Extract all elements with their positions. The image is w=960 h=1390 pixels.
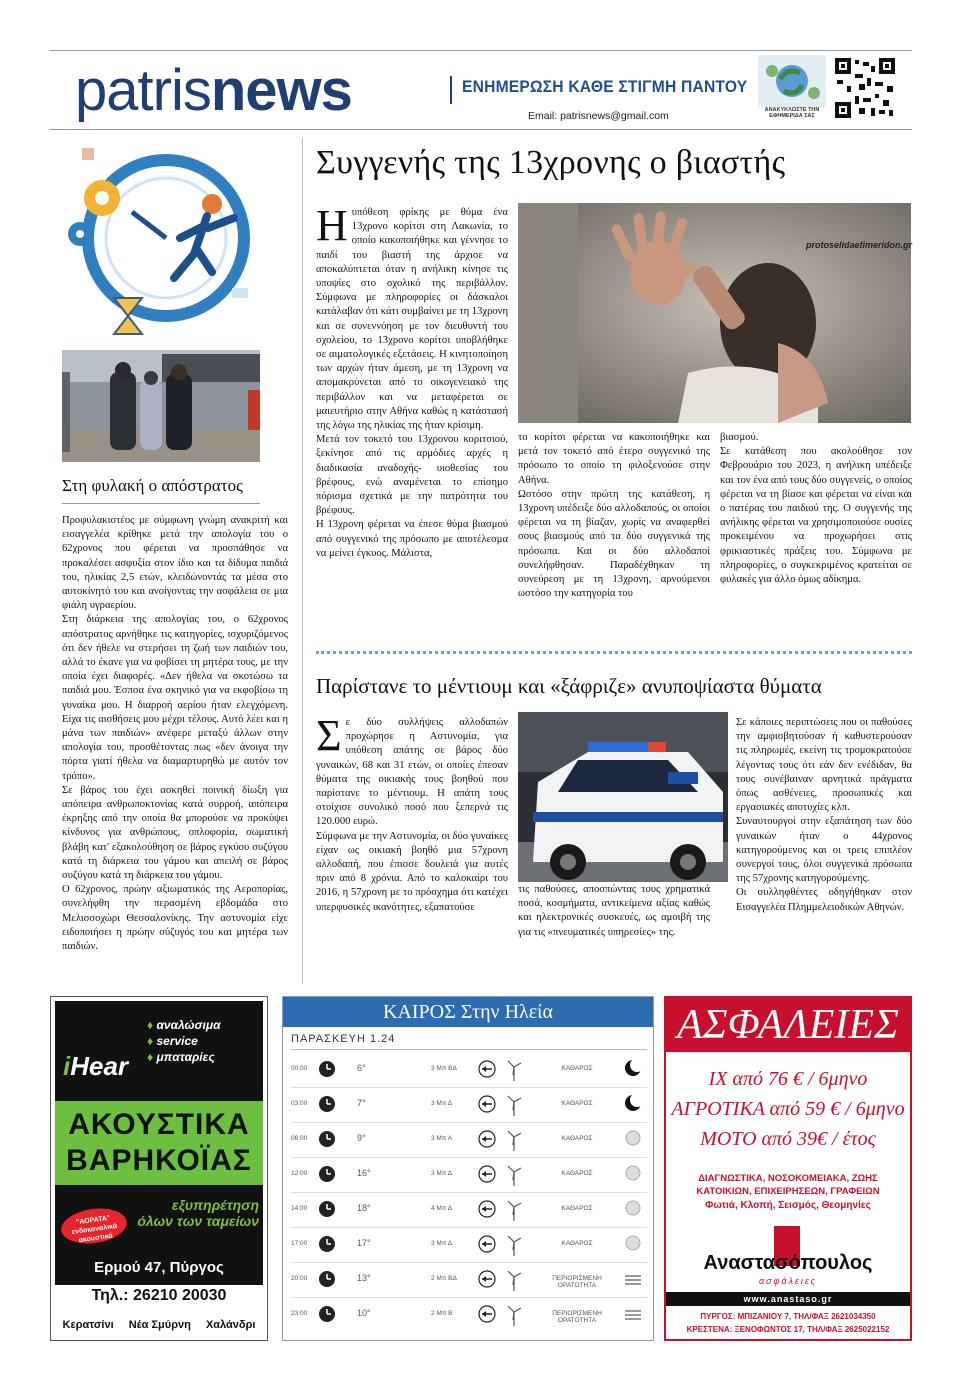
weather-temp: 17°: [357, 1238, 371, 1248]
wind-turbine-icon: [505, 1302, 523, 1326]
weather-wind: 3 Μπ Δ: [431, 1170, 453, 1177]
sun-icon: [623, 1233, 643, 1255]
wind-direction-icon: [477, 1059, 497, 1079]
clock-icon: [317, 1269, 337, 1289]
recycle-caption: ΑΝΑΚΥΚΛΩΣΤΕ ΤΗΝ ΕΦΗΜΕΡΙΔΑ ΣΑΣ: [764, 107, 820, 119]
weather-row: [291, 1300, 647, 1330]
weather-day-label: ΠΑΡΑΣΚΕΥΗ 1.24: [291, 1033, 396, 1045]
weather-wind: 2 Μπ Β: [431, 1310, 453, 1317]
weather-temp: 16°: [357, 1168, 371, 1178]
weather-time: 00:00: [291, 1065, 308, 1072]
ins-title: ΑΣΦΑΛΕΙΕΣ: [666, 998, 910, 1052]
weather-title: ΚΑΙΡΟΣ Στην Ηλεία: [283, 997, 653, 1027]
weather-row: [291, 1055, 647, 1085]
ad-phone: Τηλ.: 26210 20030: [91, 1287, 227, 1304]
weather-desc: ΚΑΘΑΡΟΣ: [561, 1240, 593, 1247]
masthead: [50, 50, 912, 130]
ins-addresses: ΠΥΡΓΟΣ: ΜΠΙΖΑΝΙΟΥ 7, ΤΗΛ/ΦΑΞ 2621034350 ΚΡΕΣΤΕΝΑ: ΞΕΝΟΦΩΝΤΟΣ 17, ΤΗΛ/ΦΑΞ 2625022152: [686, 1312, 890, 1334]
arrest-photo: [62, 350, 260, 462]
ad-bullets: ♦ αναλώσιμα ♦ service ♦ μπαταρίες: [147, 1018, 221, 1064]
wind-direction-icon: [477, 1234, 497, 1254]
weather-time: 23:00: [291, 1310, 308, 1317]
clock-icon: [317, 1164, 337, 1184]
sidebar-article-body: Προφυλακιστέος με σύμφωνη γνώμη ανακριτή και εισαγγελέα κρίθηκε μετά την απολογία του ο 62χρονος που φέρεται να προσπάθησε να προκαλέσει ασφυξία στον ίδιο και τα δίδυμα παιδιά του, ηλικίας 2,5 ετών, κλειδώνοντάς τα μέσα στο αυτοκίνητό του και ανοίγοντας την ασφάλεια σε μια φιάλη υγραερίου. Στη διάρκεια της απολογίας του, ο 62χρονος απόστρατος αρνήθηκε τις κατηγορίες, ισχυριζόμενος ότι δεν ήθελε να στερήσει τη ζωή των παιδιών του, αλλά το έκανε για να φοβίσει τη μητέρα τους, με την οποία έχει διαφορές. «Δεν ήθελα να σκοτώσω τα παιδιά μου. Έσπσα ένα σκηνικό για να εκφοβίσω τη γυναίκα μου. Η διαρροή αερίου ήταν ελεγχόμενη. Είχα τις αισθήσεις μου μέχρι τέλους. Αυτό λέει και η μάνα των παιδιών» ανέφερε μεταξύ άλλων στην απολογία του, προσθέτοντας πως «δεν άνοιγα την πόρτα γιατί ήθελα να διαμαρτυρηθώ με αυτόν τον τρόπο». Σε βάρος του έχει ασκηθεί ποινική δίωξη για απόπειρα ανθρωποκτονίας κατά συρροή, απόπειρα έκρηξης από την οποία θα μπορούσε να προκύψει κίνδυνος για ανθρώπους, οπλοφορία, σωματική βλάβη κατ' εξακολούθηση σε βάρος εγκύου συζύγου κατά τη διάρκεια του γάμου και απειλή σε βάρος συζύγου κατά τη διάρκεια του γάμου. Ο 62χρονος, πρώην αξιωματικός της Αεροπορίας, συνελήφθη την περασμένη εβδομάδα στο Μελισσοχώρι Θεσσαλονίκης. Την αστυνομία είχε ειδοποιήσει η πρώην σύζυγός του και μητέρα των παιδιών.: [62, 515, 288, 953]
drop-cap: Η: [316, 201, 348, 250]
drop-cap: Σ: [316, 711, 342, 760]
sun-icon: [623, 1128, 643, 1150]
weather-row: [291, 1160, 647, 1190]
wind-direction-icon: [477, 1199, 497, 1219]
logo: patrisnews: [75, 58, 352, 123]
wind-direction-icon: [477, 1269, 497, 1289]
wind-turbine-icon: [505, 1162, 523, 1186]
time-management-illustration: [62, 138, 260, 343]
section-separator: [316, 651, 912, 654]
weather-row: [291, 1230, 647, 1260]
weather-row-divider: [291, 1087, 647, 1088]
weather-row: [291, 1195, 647, 1225]
weather-row-divider: [291, 1157, 647, 1158]
ins-brand-sub: ασφάλειες: [758, 1276, 818, 1286]
weather-row-divider: [291, 1227, 647, 1228]
ad-address: Ερμού 47, Πύργος: [94, 1259, 224, 1276]
wind-direction-icon: [477, 1129, 497, 1149]
clock-icon: [317, 1059, 337, 1079]
weather-desc: ΚΑΘΑΡΟΣ: [561, 1065, 593, 1072]
wind-direction-icon: [477, 1094, 497, 1114]
weather-desc: ΚΑΘΑΡΟΣ: [561, 1170, 593, 1177]
police-car-photo: [518, 712, 728, 882]
ad-badge: "ΑΟΡΑΤΑ" ενδοκαναλικά ακουστικά: [59, 1205, 129, 1248]
ins-prices: ΙΧ από 76 € / 6μηνο ΑΓΡΟΤΙΚΑ από 59 € / 6μηνο ΜΟΤΟ από 39€ / έτος: [671, 1068, 905, 1150]
email-text: Email: patrisnews@gmail.com: [528, 110, 669, 122]
wind-direction-icon: [477, 1304, 497, 1324]
weather-temp: 7°: [357, 1098, 366, 1108]
ins-types: ΔΙΑΓΝΩΣΤΙΚΑ, ΝΟΣΟΚΟΜΕΙΑΚΑ, ΖΩΗΣ ΚΑΤΟΙΚΙΩΝ, ΕΠΙΧΕΙΡΗΣΕΩΝ, ΓΡΑΦΕΙΩΝ: [696, 1173, 880, 1197]
clock-icon: [317, 1129, 337, 1149]
weather-row-divider: [291, 1122, 647, 1123]
second-headline: Παρίστανε το μέντιουμ και «ξάφριζε» ανυποψίαστα θύματα: [316, 674, 822, 698]
weather-desc: ΚΑΘΑΡΟΣ: [561, 1205, 593, 1212]
slogan: ΕΝΗΜΕΡΩΣΗ ΚΑΘΕ ΣΤΙΓΜΗ ΠΑΝΤΟΥ: [462, 77, 748, 96]
ad-locations: Κερατσίνι Νέα Σμύρνη Χαλάνδρι: [62, 1319, 256, 1331]
ins-website: www.anastaso.gr: [666, 1292, 910, 1306]
weather-wind: 3 Μπ Α: [431, 1135, 453, 1142]
moon-icon: [623, 1058, 643, 1080]
weather-temp: 9°: [357, 1133, 366, 1143]
clock-icon: [317, 1304, 337, 1324]
weather-temp: 13°: [357, 1273, 371, 1283]
sun-icon: [623, 1198, 643, 1220]
weather-row: [291, 1125, 647, 1155]
weather-time: 12:00: [291, 1170, 308, 1177]
ins-perils: Φωτιά, Κλοπή, Σεισμός, Θεομηνίες: [705, 1200, 871, 1211]
main-article-column-1: Η υπόθεση φρίκης με θύμα ένα 13χρονο κορίτσι στη Λακωνία, το οποίο κακοποιήθηκε και γέννησε το παιδί του βιαστή της άρχισε να αποκαλύπτεται όταν η ανήλικη κίνησε τις υποψίες στο σχολικό της περιβάλλον. Σύμφωνα με πληροφορίες οι δάσκαλοι κατάλαβαν ότι κάτι συμβαίνει με τη 13χρονη και σε συνεννόηση με τον διευθυντή του σχολείου, το 13χρονο κορίτσι υποβλήθηκε σε αιματολογικές εξετάσεις. Η κινητοποίηση των αρχών ήταν άμεση, με τη 13χρονη να απομακρύνεται από το οικογενειακό της περιβάλλον και να μεταφέρεται σε μαιευτήριο στην Αθήνα καθώς η κατάστασή της λόγω της ηλικίας της ήταν κρίσιμη. Μετά τον τοκετό του 13χρονου κοριτσιού, ξεκίνησε από τις αρμόδιες αρχές η διαδικασία αναδοχής- υιοθεσίας του βρέφους, ενώ αναμένεται το επίσημο πόρισμα σχετικά με την πατρότητα του βρέφους. Η 13χρονη φέρεται να έπεσε θύμα βιασμού από συγγενικό της πρόσωπο με αποτέλεσμα να μείνει έγκυος. Μάλιστα,: [316, 201, 508, 559]
wind-turbine-icon: [505, 1267, 523, 1291]
weather-time: 06:00: [291, 1135, 308, 1142]
clock-icon: [317, 1234, 337, 1254]
ad-service-text: εξυπηρέτηση όλων των ταμείων: [137, 1197, 259, 1229]
fog-icon: [623, 1268, 643, 1290]
weather-row-divider: [291, 1262, 647, 1263]
weather-wind: 2 Μπ ΒΔ: [431, 1275, 457, 1282]
second-article-column-2: τις παθούσες, αποσπώντας τους χρηματικά ποσά, κοσμήματα, αντικείμενα αξίας καθώς και ηλεκτρονικές συσκευές, ως αμοιβή της για τις «πνευματικές υπηρεσίες» της.: [518, 884, 710, 938]
main-article-column-2: το κορίτσι φέρεται να κακοποιήθηκε και μετά τον τοκετό από έτερο συγγενικό της πρόσωπο το οποίο τη φιλοξενούσε στην Αθήνα. Ωστόσο στην πρώτη της κατάθεση, η 13χρονη υπέδειξε δύο αλλοδαπούς, οι οποίοι φέρεται να τη βίαζαν, χωρίς να αναφερθεί σους βιασμούς από τα δύο συγγενικά της πρόσωπα. Και οι δύο αλλοδαποί συνελήφθησαν. Παραδέχθηκαν τη συνεύρεση με τη 13χρονη, αρνούμενοι ωστόσο την κατηγορία του: [518, 432, 710, 600]
weather-temp: 18°: [357, 1203, 371, 1213]
main-headline: Συγγενής της 13χρονης ο βιαστής: [316, 144, 786, 181]
main-article-column-3: βιασμού. Σε κατάθεση που ακολούθησε τον Φεβρουάριο του 2023, η ανήλικη υπέδειξε και τον ένα από τους δύο συγγενείς, ο οποίος φέρεται να τη βίασε και φέρεται να είναι και ο πατέρας του παιδιού της. Ο συγγενής της ανήλικης φέρεται να χρησιμοποιούσε ουσίες προκειμένου να προχωρήσει στις φρικιαστικές πράξεις του. Σύμφωνα με πληροφορίες, ο συγκεκριμένος κρατείται σε φυλακές για άλλο όμως αδίκημα.: [720, 432, 912, 586]
weather-desc: ΚΑΘΑΡΟΣ: [561, 1135, 593, 1142]
clock-icon: [317, 1094, 337, 1114]
weather-temp: 10°: [357, 1308, 371, 1318]
weather-row: [291, 1090, 647, 1120]
insurance-ad: [664, 996, 912, 1341]
weather-time: 20:00: [291, 1275, 308, 1282]
headline-rule: [62, 503, 260, 504]
weather-wind: 3 Μπ ΒΔ: [431, 1065, 457, 1072]
wind-turbine-icon: [505, 1197, 523, 1221]
wind-turbine-icon: [505, 1057, 523, 1081]
weather-wind: 3 Μπ Δ: [431, 1240, 453, 1247]
clock-icon: [317, 1199, 337, 1219]
weather-temp: 6°: [357, 1063, 366, 1073]
weather-time: 17:00: [291, 1240, 308, 1247]
second-article-column-3: Σε κάποιες περιπτώσεις που οι παθούσες την αμφισβητούσαν ή καθυστερούσαν τις πληρωμές, εκείνη τις τρομοκρατούσε λέγοντας τους ότι εάν δεν ενέδιδαν, θα τους συνέβαιναν αρνητικά πράγματα όπως ασθένειες, προσωπικές και εργασιακές αποτυχίες κλπ. Συναυτουργοί στην εξαπάτηση των δύο γυναικών ήταν ο 44χρονος κατηγορούμενος και οι τρεις επιπλέον συνεργοί τους, όλοι συγγενικά πρόσωπα της 57χρονης κατηγορούμενης. Οι συλληφθέντες οδηγήθηκαν στον Εισαγγελέα Πλημμελειοδικών Αθηνών.: [736, 717, 912, 913]
weather-row-divider: [291, 1297, 647, 1298]
weather-time: 03:00: [291, 1100, 308, 1107]
wind-turbine-icon: [505, 1232, 523, 1256]
wind-turbine-icon: [505, 1127, 523, 1151]
ins-brand: Αναστασόπουλος: [703, 1252, 873, 1274]
second-article-column-1: Σ ε δύο συλλήψεις αλλοδαπών προχώρησε η Αστυνομία, για υπόθεση απάτης σε βάρος δύο γυναικών, 68 και 31 ετών, οι οποίες έπεσαν θύματα της οικιακής τους βοηθού που παρίστανε το μέντιουμ. Η απάτη τους στοίχισε συνολικό ποσό που ξεπερνά τις 120.000 ευρώ. Σύμφωνα με την Αστυνομία, οι δύο γυναίκες είχαν ως οικιακή βοηθό μια 57χρονη αλλοδαπή, που έπισσε δουλειά για αυτές πριν από 8 χρόνια. Από το καλοκαίρι του 2016, η 57χρονη με το πρόσχημα ότι κατέχει υπερφυσικές ικανότητες, εξαπατούσε: [316, 711, 508, 913]
weather-wind: 3 Μπ Δ: [431, 1100, 453, 1107]
weather-desc: ΠΕΡΙΟΡΙΣΜΕΝΗ ΟΡΑΤΟΤΗΤΑ: [552, 1310, 602, 1324]
wind-turbine-icon: [505, 1092, 523, 1116]
victim-photo: [518, 203, 911, 423]
hearing-aid-ad: [50, 996, 268, 1341]
qr-code-icon: [835, 57, 895, 119]
column-divider: [302, 138, 303, 984]
wind-direction-icon: [477, 1164, 497, 1184]
ad-brand: iHear: [63, 1051, 129, 1081]
weather-row-divider: [291, 1192, 647, 1193]
weather-time: 14:00: [291, 1205, 308, 1212]
weather-desc: ΚΑΘΑΡΟΣ: [561, 1100, 593, 1107]
watermark: protoselidaefimeridon.gr: [806, 240, 913, 250]
weather-rule: [291, 1049, 647, 1050]
fog-icon: [623, 1303, 643, 1325]
moon-icon: [623, 1093, 643, 1115]
weather-box: [282, 996, 654, 1341]
weather-desc: ΠΕΡΙΟΡΙΣΜΕΝΗ ΟΡΑΤΟΤΗΤΑ: [552, 1275, 602, 1289]
ad-title: ΑΚΟΥΣΤΙΚΑ ΒΑΡΗΚΟΪΑΣ: [66, 1108, 252, 1177]
header-separator: [450, 76, 452, 104]
weather-row: [291, 1265, 647, 1295]
weather-wind: 4 Μπ Δ: [431, 1205, 453, 1212]
sun-icon: [623, 1163, 643, 1185]
sidebar-headline: Στη φυλακή ο απόστρατος: [62, 476, 243, 495]
